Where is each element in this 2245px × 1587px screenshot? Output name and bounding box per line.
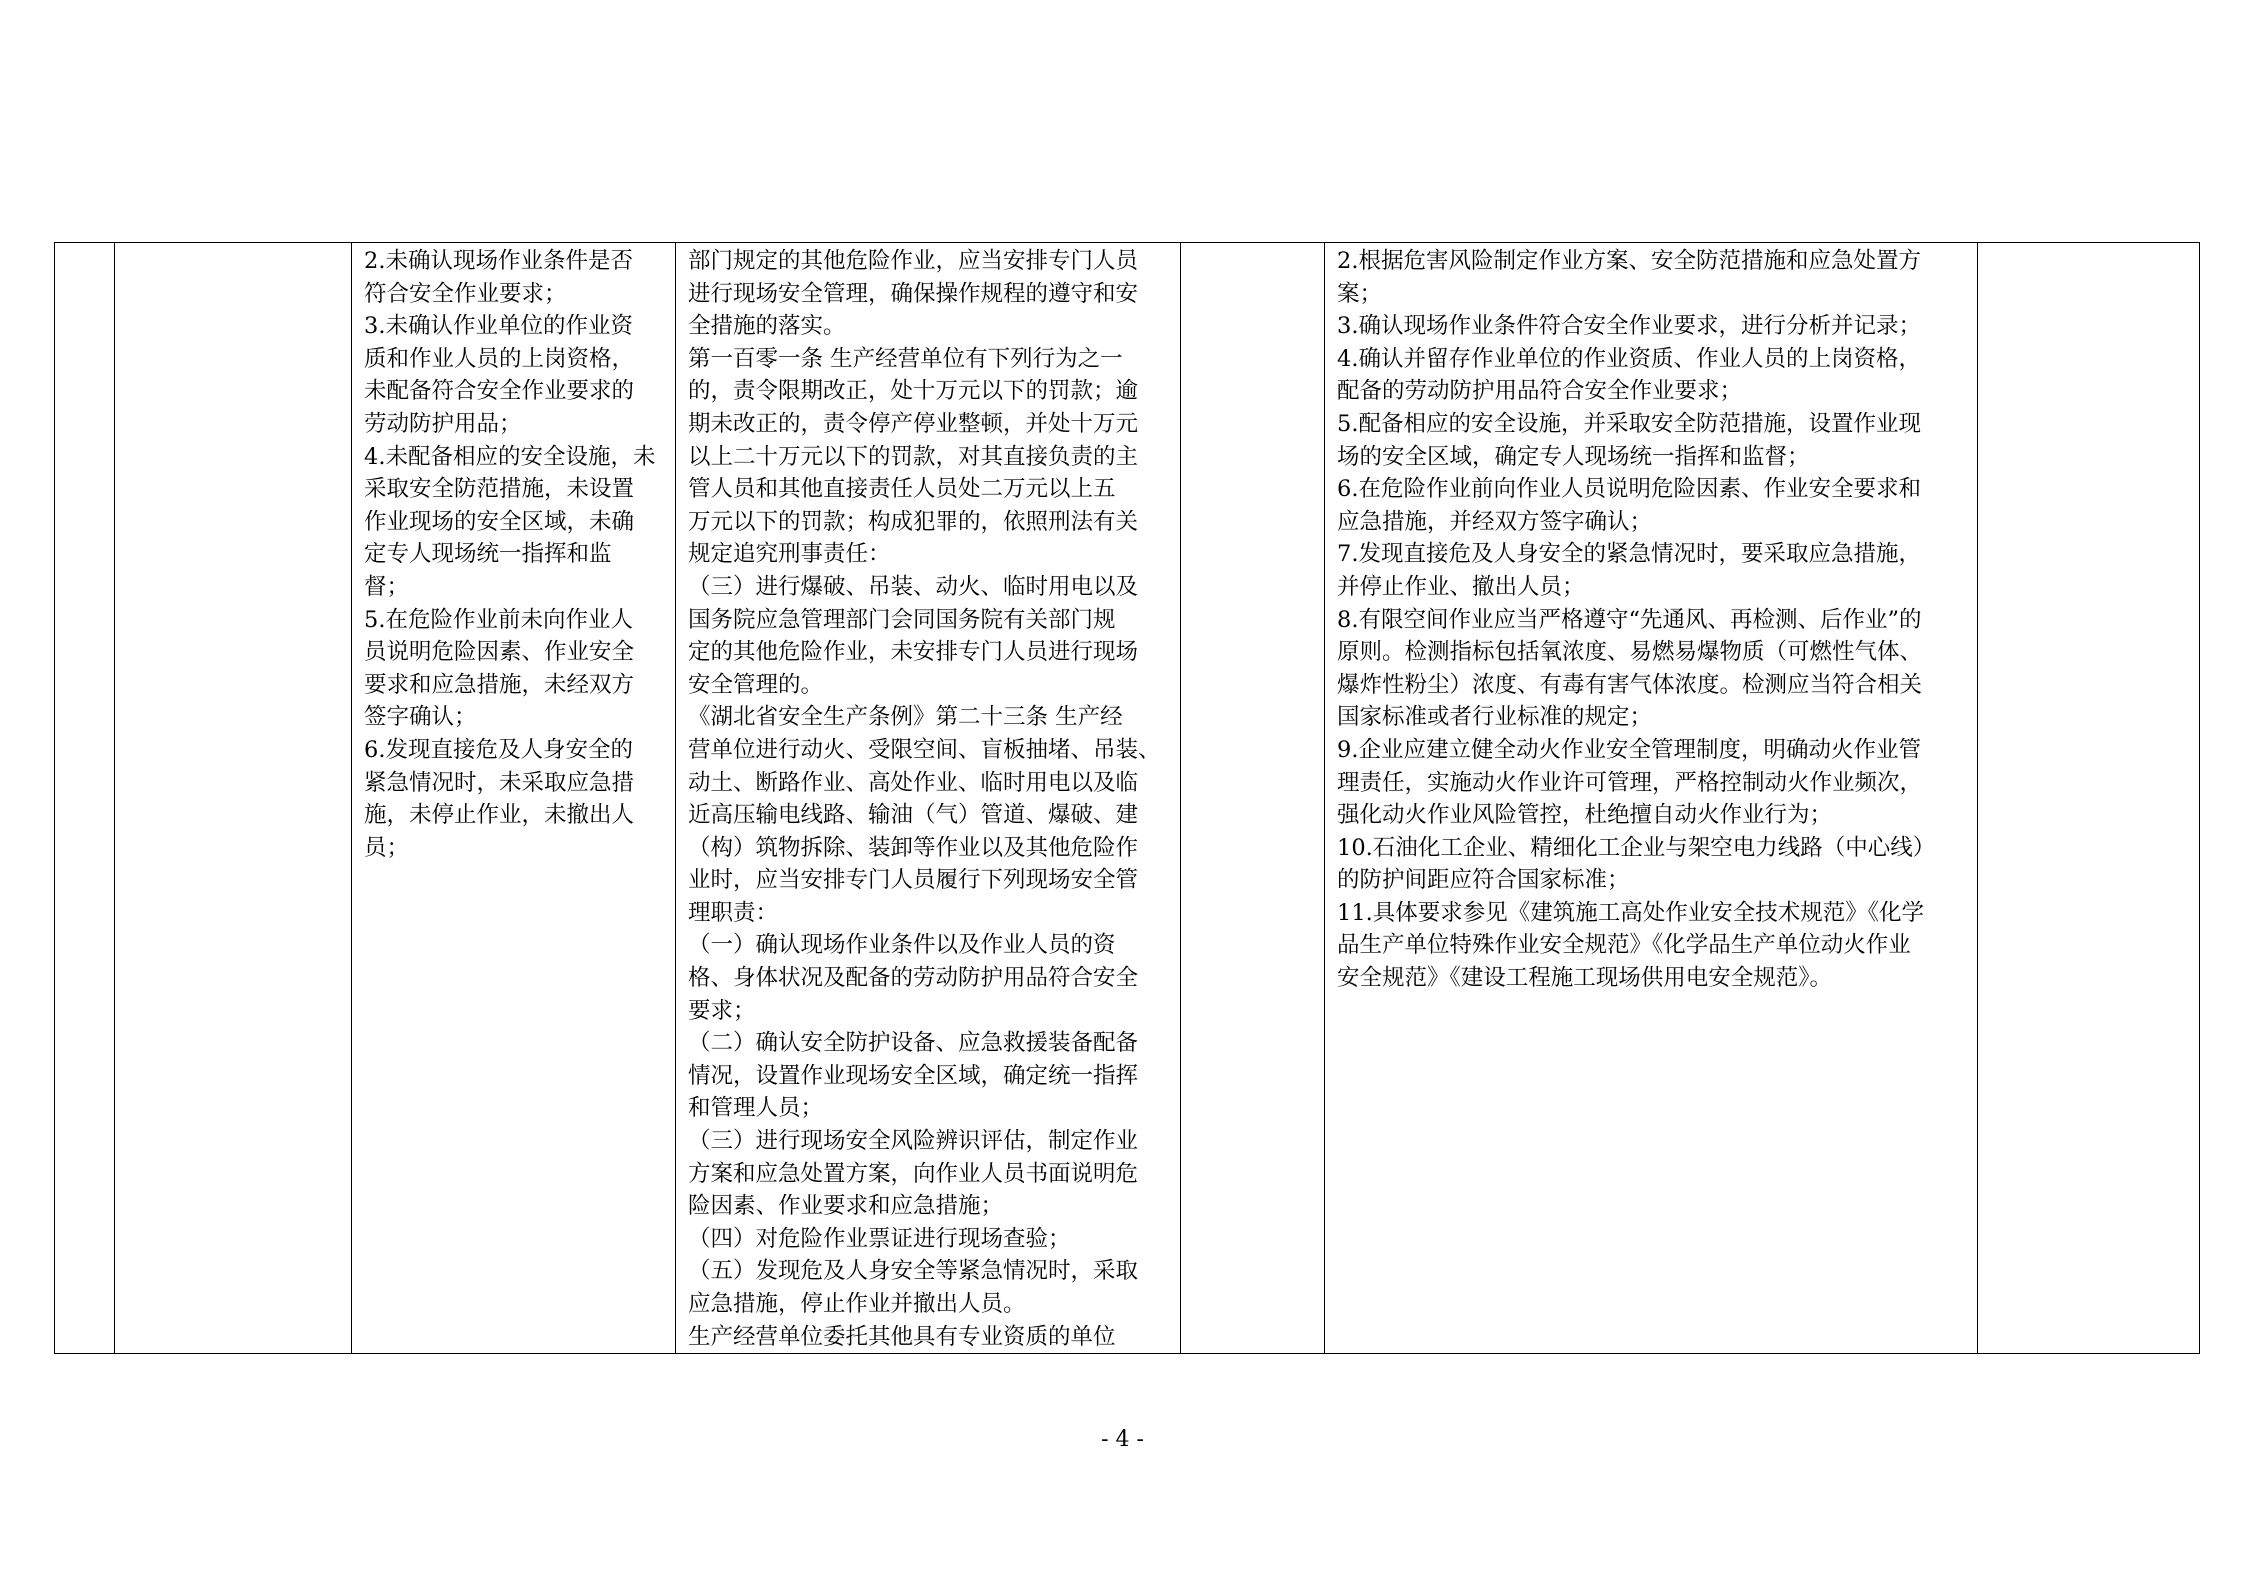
text-line: 全措施的落实。	[688, 313, 846, 340]
text-line: （一）确认现场作业条件以及作业人员的资	[688, 932, 1116, 959]
text-line: 的，责令限期改正，处十万元以下的罚款；逾	[688, 378, 1139, 405]
text-line: 《湖北省安全生产条例》第二十三条 生产经	[688, 704, 1123, 731]
text-line: 安全管理的。	[688, 671, 824, 698]
text-line: 4.未配备相应的安全设施，未	[364, 443, 656, 470]
text-line: 3.确认现场作业条件符合安全作业要求，进行分析并记录；	[1337, 313, 1921, 340]
safety-regulation-table	[54, 242, 2200, 1354]
text-line: 理职责：	[688, 899, 779, 926]
text-line: 5.在危险作业前未向作业人	[364, 606, 633, 633]
text-line: 9.企业应建立健全动火作业安全管理制度，明确动火作业管	[1337, 736, 1921, 763]
text-line: 理责任，实施动火作业许可管理，严格控制动火作业频次，	[1337, 769, 1923, 796]
text-line: 签字确认；	[364, 704, 477, 731]
text-line: 以上二十万元以下的罚款，对其直接负责的主	[688, 443, 1139, 470]
text-line: 6.发现直接危及人身安全的	[364, 736, 633, 763]
text-line: 强化动火作业风险管控，杜绝擅自动火作业行为；	[1337, 802, 1833, 829]
text-line: 6.在危险作业前向作业人员说明危险因素、作业安全要求和	[1337, 476, 1921, 503]
text-line: 质和作业人员的上岗资格，	[364, 345, 635, 372]
text-line: 员；	[364, 834, 410, 861]
text-line: 场的安全区域，确定专人现场统一指挥和监督；	[1337, 443, 1810, 470]
table-row	[55, 243, 2200, 1354]
text-line: 安全规范》《建设工程施工现场供用电安全规范》。	[1337, 965, 1833, 992]
cell-measures	[1325, 243, 1978, 1354]
text-line: 10.石油化工企业、精细化工企业与架空电力线路（中心线）	[1337, 834, 1936, 861]
text-line: 应急措施，并经双方签字确认；	[1337, 508, 1653, 535]
text-line: 3.未确认作业单位的作业资	[364, 313, 633, 340]
text-line: 国家标准或者行业标准的规定；	[1337, 704, 1653, 731]
text-line: 并停止作业、撤出人员；	[1337, 573, 1585, 600]
text-line: 期未改正的，责令停产停业整顿，并处十万元	[688, 410, 1139, 437]
text-line: 和管理人员；	[688, 1095, 824, 1122]
text-line: 原则。检测指标包括氧浓度、易燃易爆物质（可燃性气体、	[1337, 639, 1923, 666]
text-line: 符合安全作业要求；	[364, 280, 567, 307]
text-line: 应急措施，停止作业并撤出人员。	[688, 1291, 1026, 1317]
text-line: 7.发现直接危及人身安全的紧急情况时，要采取应急措施，	[1337, 541, 1921, 568]
text-line: 施，未停止作业，未撤出人	[364, 802, 635, 829]
text-line: 生产经营单位委托其他具有专业资质的单位	[688, 1323, 1116, 1350]
text-line: 情况，设置作业现场安全区域，确定统一指挥	[688, 1062, 1139, 1089]
text-line: 定的其他危险作业，未安排专门人员进行现场	[688, 639, 1139, 666]
text-line: 2.未确认现场作业条件是否	[364, 248, 633, 274]
text-line: 配备的劳动防护用品符合安全作业要求；	[1337, 378, 1743, 405]
text-line: （四）对危险作业票证进行现场查验；	[688, 1225, 1071, 1252]
text-line: （三）进行爆破、吊装、动火、临时用电以及	[688, 573, 1139, 600]
text-line: （二）确认安全防护设备、应急救援装备配备	[688, 1030, 1139, 1057]
text-line: 4.确认并留存作业单位的作业资质、作业人员的上岗资格，	[1337, 345, 1921, 372]
text-line: 进行现场安全管理，确保操作规程的遵守和安	[688, 280, 1139, 307]
text-line: 格、身体状况及配备的劳动防护用品符合安全	[688, 965, 1139, 992]
text-line: 紧急情况时，未采取应急措	[364, 769, 635, 796]
text-line: 品生产单位特殊作业安全规范》《化学品生产单位动火作业	[1337, 932, 1911, 959]
text-line: （构）筑物拆除、装卸等作业以及其他危险作	[688, 834, 1139, 861]
cell-remarks	[1978, 243, 2200, 1354]
cell-legal-basis	[676, 243, 1181, 1354]
text-line: 近高压输电线路、输油（气）管道、爆破、建	[688, 802, 1139, 829]
text-line: 8.有限空间作业应当严格遵守“先通风、再检测、后作业”的	[1337, 606, 1922, 633]
text-line: 动土、断路作业、高处作业、临时用电以及临	[688, 769, 1139, 796]
text-line: 5.配备相应的安全设施，并采取安全防范措施，设置作业现	[1337, 410, 1921, 437]
text-line: 员说明危险因素、作业安全	[364, 639, 635, 666]
text-line: 要求；	[688, 997, 756, 1024]
text-line: 2.根据危害风险制定作业方案、安全防范措施和应急处置方	[1337, 248, 1921, 274]
text-line: 爆炸性粉尘）浓度、有毒有害气体浓度。检测应当符合相关	[1337, 671, 1923, 698]
text-line: 管人员和其他直接责任人员处二万元以上五	[688, 476, 1116, 503]
cell-violations	[352, 243, 676, 1354]
text-line: 的防护间距应符合国家标准；	[1337, 867, 1630, 894]
text-line: 案；	[1337, 280, 1383, 307]
text-line: 11.具体要求参见《建筑施工高处作业安全技术规范》《化学	[1337, 899, 1925, 926]
cell-item	[115, 243, 352, 1354]
text-line: 万元以下的罚款；构成犯罪的，依照刑法有关	[688, 508, 1139, 535]
text-line: （五）发现危及人身安全等紧急情况时，采取	[688, 1258, 1139, 1285]
text-line: 第一百零一条 生产经营单位有下列行为之一	[688, 345, 1123, 372]
text-line: 督；	[364, 573, 410, 600]
text-line: （三）进行现场安全风险辨识评估，制定作业	[688, 1128, 1139, 1155]
text-line: 险因素、作业要求和应急措施；	[688, 1193, 1004, 1220]
text-line: 未配备符合安全作业要求的	[364, 378, 635, 405]
text-line: 营单位进行动火、受限空间、盲板抽堵、吊装、	[688, 736, 1161, 763]
cell-index	[55, 243, 115, 1354]
page-number: - 4 -	[1101, 1427, 1144, 1452]
text-line: 劳动防护用品；	[364, 410, 522, 437]
text-line: 方案和应急处置方案，向作业人员书面说明危	[688, 1160, 1139, 1187]
text-line: 规定追究刑事责任：	[688, 541, 891, 568]
text-line: 作业现场的安全区域，未确	[364, 508, 635, 535]
text-line: 部门规定的其他危险作业，应当安排专门人员	[688, 248, 1139, 274]
text-line: 定专人现场统一指挥和监	[364, 541, 612, 568]
text-line: 国务院应急管理部门会同国务院有关部门规	[688, 606, 1116, 633]
cell-penalty	[1181, 243, 1325, 1354]
text-line: 业时，应当安排专门人员履行下列现场安全管	[688, 867, 1139, 894]
text-line: 要求和应急措施，未经双方	[364, 671, 635, 698]
text-line: 采取安全防范措施，未设置	[364, 476, 635, 503]
